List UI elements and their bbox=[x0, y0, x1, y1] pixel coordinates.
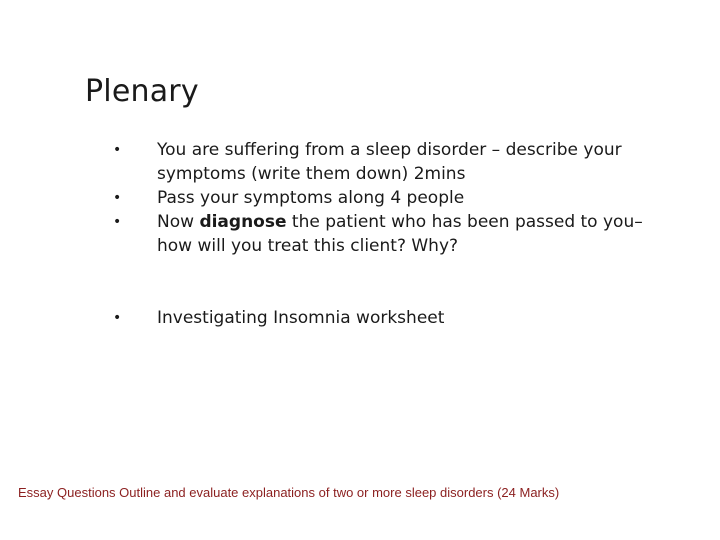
bullet-text bbox=[157, 210, 673, 258]
bullet-item-diagnose bbox=[113, 210, 673, 258]
bullet-text: You are suffering from a sleep disorder – describe your symptoms (write them down) 2mins bbox=[157, 140, 628, 184]
bullet-marker: • bbox=[113, 190, 122, 206]
bullet-item-describe-symptoms bbox=[113, 138, 673, 186]
bullet-marker: • bbox=[113, 310, 122, 326]
bullet-marker: • bbox=[113, 214, 122, 230]
bullet-text: Pass your symptoms along 4 people bbox=[157, 188, 465, 208]
bullet-item-pass-symptoms bbox=[113, 186, 673, 210]
bullet-text: Investigating Insomnia worksheet bbox=[157, 308, 445, 328]
bullet-text-after: the patient who has been passed to you– how will you treat this client? Why? bbox=[157, 212, 649, 256]
bullet-text-emphasis: diagnose bbox=[199, 212, 287, 232]
essay-question-footer: Essay Questions Outline and evaluate explanations of two or more sleep disorders (24 Marks) bbox=[18, 485, 560, 500]
bullet-text-before: Now bbox=[157, 212, 200, 232]
slide-title: Plenary bbox=[85, 74, 199, 109]
bullet-item-worksheet bbox=[113, 306, 673, 330]
bullet-marker: • bbox=[113, 142, 122, 158]
